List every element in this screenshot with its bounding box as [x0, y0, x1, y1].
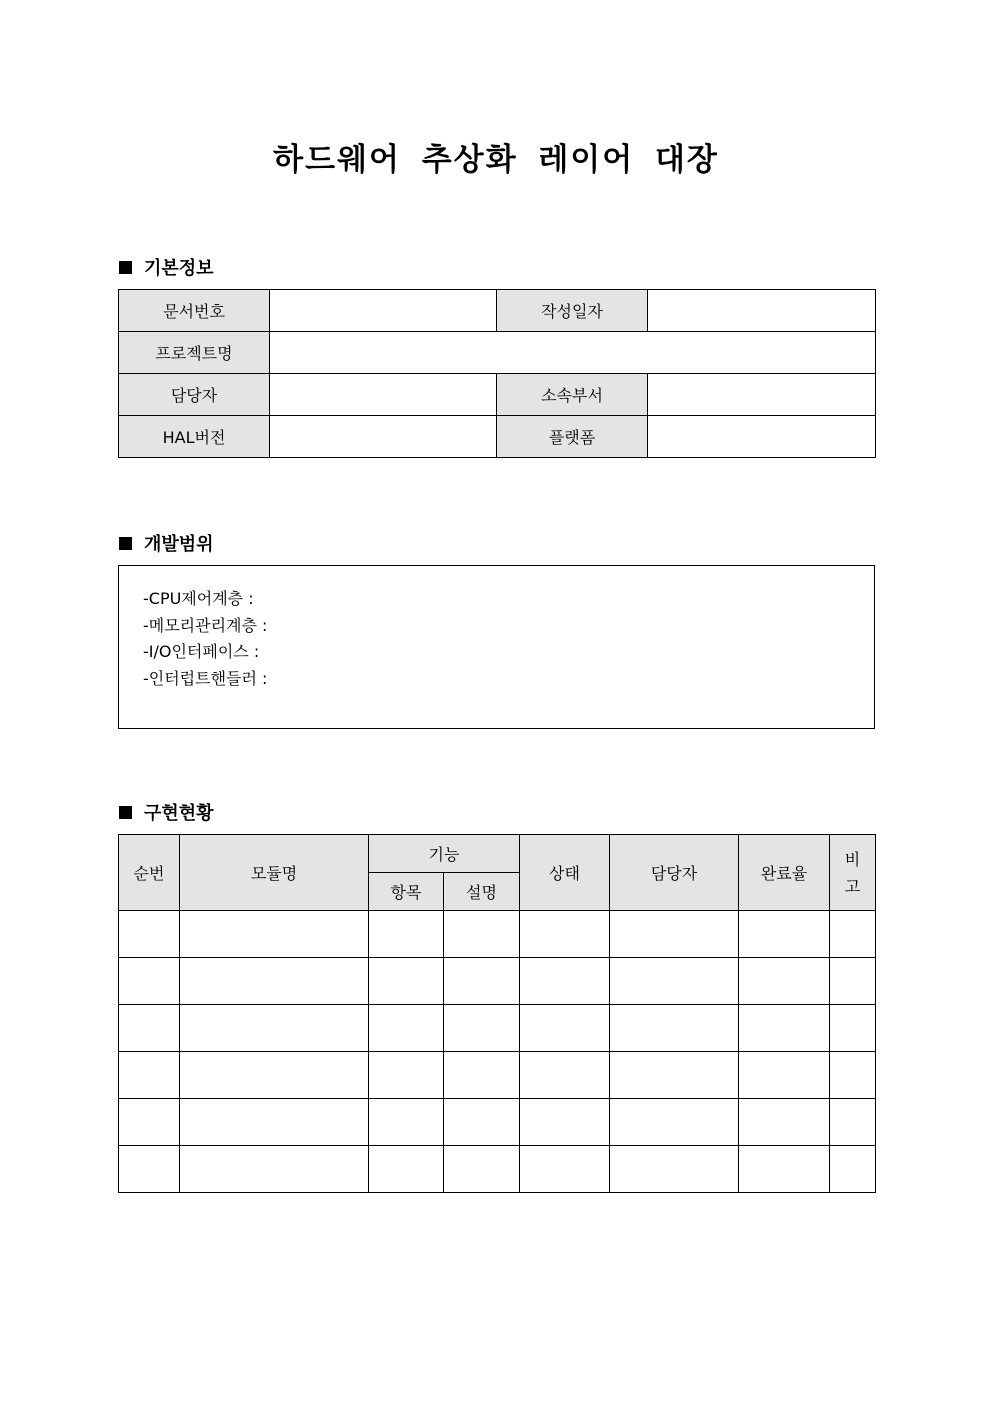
table-row — [119, 1052, 876, 1099]
table-cell[interactable] — [739, 1052, 830, 1099]
scope-item: -인터럽트핸들러 : — [143, 668, 268, 688]
table-row — [119, 1146, 876, 1193]
table-cell[interactable] — [119, 1052, 180, 1099]
scope-item: -CPU제어계층 : — [143, 589, 254, 608]
table-cell[interactable] — [119, 911, 180, 958]
dept-label: 소속부서 — [497, 374, 648, 416]
section-heading-basic-info — [119, 254, 214, 280]
project-field[interactable] — [270, 332, 876, 374]
table-cell[interactable] — [119, 1005, 180, 1052]
table-cell[interactable] — [369, 1099, 444, 1146]
table-cell[interactable] — [369, 1005, 444, 1052]
table-cell[interactable] — [739, 1146, 830, 1193]
section-heading-label: 기본정보 — [144, 258, 214, 279]
table-cell[interactable] — [369, 911, 444, 958]
table-cell[interactable] — [830, 1052, 876, 1099]
scope-item: -I/O인터페이스 : — [143, 642, 260, 661]
col-desc-header: 설명 — [444, 873, 520, 911]
page-title: 하드웨어 추상화 레이어 대장 — [273, 142, 719, 178]
table-cell[interactable] — [520, 1052, 610, 1099]
table-cell[interactable] — [610, 1146, 739, 1193]
hal-version-field[interactable] — [270, 416, 497, 458]
table-cell[interactable] — [369, 1052, 444, 1099]
section-heading-label: 개발범위 — [144, 534, 214, 555]
hal-version-label: HAL버전 — [119, 416, 270, 458]
table-cell[interactable] — [444, 1052, 520, 1099]
table-row — [119, 911, 876, 958]
table-cell[interactable] — [119, 1146, 180, 1193]
dept-field[interactable] — [648, 374, 876, 416]
table-cell[interactable] — [180, 958, 369, 1005]
date-field[interactable] — [648, 290, 876, 332]
table-cell[interactable] — [180, 1052, 369, 1099]
col-function-header: 기능 — [369, 835, 520, 873]
scope-list — [143, 586, 267, 692]
doc-no-field[interactable] — [270, 290, 497, 332]
col-rate-header: 완료율 — [739, 835, 830, 911]
table-cell[interactable] — [119, 1099, 180, 1146]
project-label: 프로젝트명 — [119, 332, 270, 374]
table-cell[interactable] — [739, 911, 830, 958]
doc-no-label: 문서번호 — [119, 290, 270, 332]
table-cell[interactable] — [739, 1005, 830, 1052]
table-cell[interactable] — [610, 1052, 739, 1099]
table-cell[interactable] — [119, 958, 180, 1005]
table-row — [119, 958, 876, 1005]
table-cell[interactable] — [739, 958, 830, 1005]
status-table — [118, 834, 876, 1193]
table-cell[interactable] — [180, 1005, 369, 1052]
table-cell[interactable] — [520, 1005, 610, 1052]
table-cell[interactable] — [520, 958, 610, 1005]
col-note-text: 비고 — [844, 849, 861, 896]
manager-field[interactable] — [270, 374, 497, 416]
table-cell[interactable] — [610, 1005, 739, 1052]
table-cell[interactable] — [610, 1099, 739, 1146]
date-label: 작성일자 — [497, 290, 648, 332]
table-cell[interactable] — [520, 1099, 610, 1146]
platform-field[interactable] — [648, 416, 876, 458]
platform-label: 플랫폼 — [497, 416, 648, 458]
table-cell[interactable] — [180, 911, 369, 958]
table-cell[interactable] — [444, 1005, 520, 1052]
section-heading-scope — [119, 530, 214, 556]
table-cell[interactable] — [180, 1099, 369, 1146]
col-note-header — [830, 835, 876, 911]
table-cell[interactable] — [444, 1146, 520, 1193]
table-cell[interactable] — [369, 958, 444, 1005]
table-cell[interactable] — [739, 1099, 830, 1146]
table-cell[interactable] — [610, 911, 739, 958]
scope-box[interactable] — [118, 565, 875, 729]
table-cell[interactable] — [610, 958, 739, 1005]
col-owner-header: 담당자 — [610, 835, 739, 911]
table-cell[interactable] — [180, 1146, 369, 1193]
table-cell[interactable] — [444, 958, 520, 1005]
table-cell[interactable] — [830, 958, 876, 1005]
section-heading-status — [119, 799, 214, 825]
basic-info-table — [118, 289, 876, 458]
table-cell[interactable] — [520, 1146, 610, 1193]
manager-label: 담당자 — [119, 374, 270, 416]
table-cell[interactable] — [520, 911, 610, 958]
table-cell[interactable] — [830, 1146, 876, 1193]
section-heading-label: 구현현황 — [144, 803, 214, 824]
col-item-header: 항목 — [369, 873, 444, 911]
table-row — [119, 1005, 876, 1052]
table-cell[interactable] — [830, 1005, 876, 1052]
table-cell[interactable] — [444, 911, 520, 958]
square-bullet-icon — [119, 537, 132, 550]
table-row — [119, 1099, 876, 1146]
table-cell[interactable] — [830, 911, 876, 958]
square-bullet-icon — [119, 261, 132, 274]
scope-item: -메모리관리계층 : — [143, 615, 268, 635]
table-cell[interactable] — [830, 1099, 876, 1146]
table-cell[interactable] — [444, 1099, 520, 1146]
col-state-header: 상태 — [520, 835, 610, 911]
col-no-header: 순번 — [119, 835, 180, 911]
square-bullet-icon — [119, 806, 132, 819]
table-cell[interactable] — [369, 1146, 444, 1193]
col-module-header: 모듈명 — [180, 835, 369, 911]
